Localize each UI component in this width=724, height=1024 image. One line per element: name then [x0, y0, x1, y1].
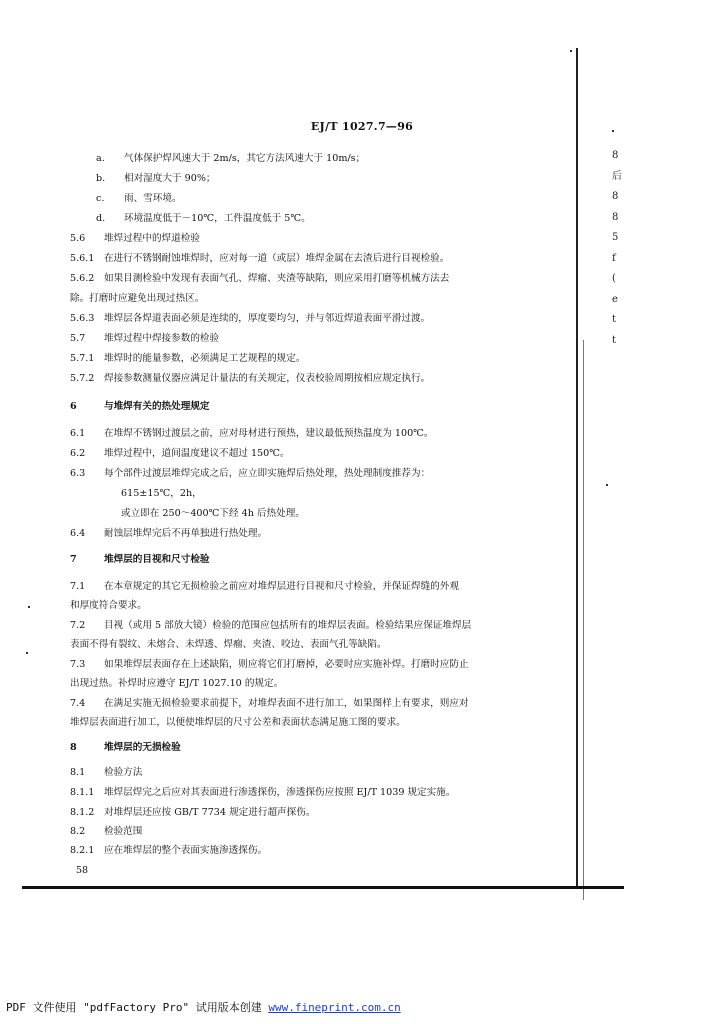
margin-marks [612, 146, 622, 351]
footer-text: PDF 文件使用 "pdfFactory Pro" 试用版本创建 [6, 1001, 269, 1014]
section-heading: 5.7 堆焊过程中焊接参数的检验 [70, 333, 220, 344]
clause: 5.6.3 堆焊层各焊道表面必须是连续的，厚度要均匀，并与邻近焊道表面平滑过渡。 [70, 313, 431, 324]
margin-mark: f [612, 252, 616, 264]
list-item: a. 气体保护焊风速大于 2m/s，其它方法风速大于 10m/s； [96, 153, 366, 164]
clause: 6.4 耐蚀层堆焊完后不再单独进行热处理。 [70, 528, 268, 539]
margin-mark: e [612, 293, 618, 305]
clause: 5.7.2 焊接参数测量仪器应满足计量法的有关规定，仪表校验周期按相应规定执行。 [70, 373, 431, 384]
clause-continuation: 615±15℃，2h， [121, 488, 202, 499]
clause-continuation: 出现过热。补焊时应遵守 EJ/T 1027.10 的规定。 [70, 678, 284, 689]
standard-header: EJ/T 1027.7—96 [310, 120, 414, 133]
clause: 6.3 每个部件过渡层堆焊完成之后，应立即实施焊后热处理，热处理制度推荐为： [70, 468, 431, 479]
clause: 7.4 在满足实施无损检验要求前提下，对堆焊表面不进行加工，如果图样上有要求，则应对 [70, 698, 469, 709]
pdf-footer [6, 999, 401, 1015]
section-heading: 5.6 堆焊过程中的焊道检验 [70, 233, 200, 244]
margin-mark: 5 [612, 232, 619, 243]
list-item: b. 相对湿度大于 90%； [96, 173, 216, 184]
page-number: 58 [76, 865, 89, 876]
fineprint-link[interactable]: www.fineprint.com.cn [268, 1001, 401, 1014]
clause-continuation: 或立即在 250～400℃下经 4h 后热处理。 [121, 508, 305, 519]
clause: 5.6.2 如果目测检验中发现有表面气孔、焊瘤、夹渣等缺陷，则应采用打磨等机械方法去 [70, 273, 450, 284]
margin-mark: t [612, 314, 617, 325]
clause: 7.1 在本章规定的其它无损检验之前应对堆焊层进行目视和尺寸检验，并保证焊缝的外观 [70, 581, 459, 592]
clause-continuation: 表面不得有裂纹、未熔合、未焊透、焊瘤、夹渣、咬边、表面气孔等缺陷。 [70, 639, 387, 650]
clause-continuation: 除。打磨时应避免出现过热区。 [70, 293, 205, 304]
clause: 6.1 在堆焊不锈钢过渡层之前，应对母材进行预热，建议最低预热温度为 100℃。 [70, 428, 434, 439]
chapter-heading: 7 堆焊层的目视和尺寸检验 [70, 554, 210, 565]
binding-edge-line [576, 48, 578, 888]
clause-continuation: 堆焊层表面进行加工，以便使堆焊层的尺寸公差和表面状态满足施工图的要求。 [70, 717, 406, 728]
scan-speck [26, 652, 28, 654]
binding-edge-line-faint [583, 340, 584, 900]
clause: 5.6.1 在进行不锈钢耐蚀堆焊时，应对每一道（或层）堆焊金属在去渣后进行目视检验。 [70, 253, 450, 264]
clause: 7.2 目视（或用 5 部放大镜）检验的范围应包括所有的堆焊层表面。检验结果应保证堆焊层 [70, 620, 472, 631]
scan-speck [612, 130, 614, 132]
clause-continuation: 和厚度符合要求。 [70, 600, 147, 611]
scan-speck [28, 606, 30, 608]
clause: 7.3 如果堆焊层表面存在上述缺陷，则应将它们打磨掉，必要时应实施补焊。打磨时应防止 [70, 659, 469, 670]
clause: 8.2.1 应在堆焊层的整个表面实施渗透探伤。 [70, 845, 268, 856]
list-item: d. 环境温度低于－10℃，工件温度低于 5℃。 [96, 213, 311, 224]
margin-mark: t [612, 334, 617, 346]
clause: 8.1.2 对堆焊层还应按 GB/T 7734 规定进行超声探伤。 [70, 807, 316, 818]
margin-mark: 8 [612, 191, 619, 202]
section-heading: 8.1 检验方法 [70, 767, 143, 778]
clause: 6.2 堆焊过程中，道间温度建议不超过 150℃。 [70, 448, 290, 459]
clause: 5.7.1 堆焊时的能量参数，必须满足工艺规程的规定。 [70, 353, 306, 364]
chapter-heading: 6 与堆焊有关的热处理规定 [70, 401, 210, 412]
margin-mark: 后 [612, 170, 622, 182]
margin-mark: ( [612, 273, 616, 284]
chapter-heading: 8 堆焊层的无损检验 [70, 742, 181, 753]
margin-mark: 8 [612, 211, 619, 223]
clause: 8.1.1 堆焊层焊完之后应对其表面进行渗透探伤，渗透探伤应按照 EJ/T 1039 规定实施。 [70, 787, 456, 798]
section-heading: 8.2 检验范围 [70, 826, 143, 837]
bottom-rule [22, 886, 624, 889]
list-item: c. 雨、雪环境。 [96, 193, 182, 204]
scan-speck [606, 484, 608, 486]
margin-mark: 8 [612, 150, 619, 161]
scan-speck [570, 50, 572, 52]
